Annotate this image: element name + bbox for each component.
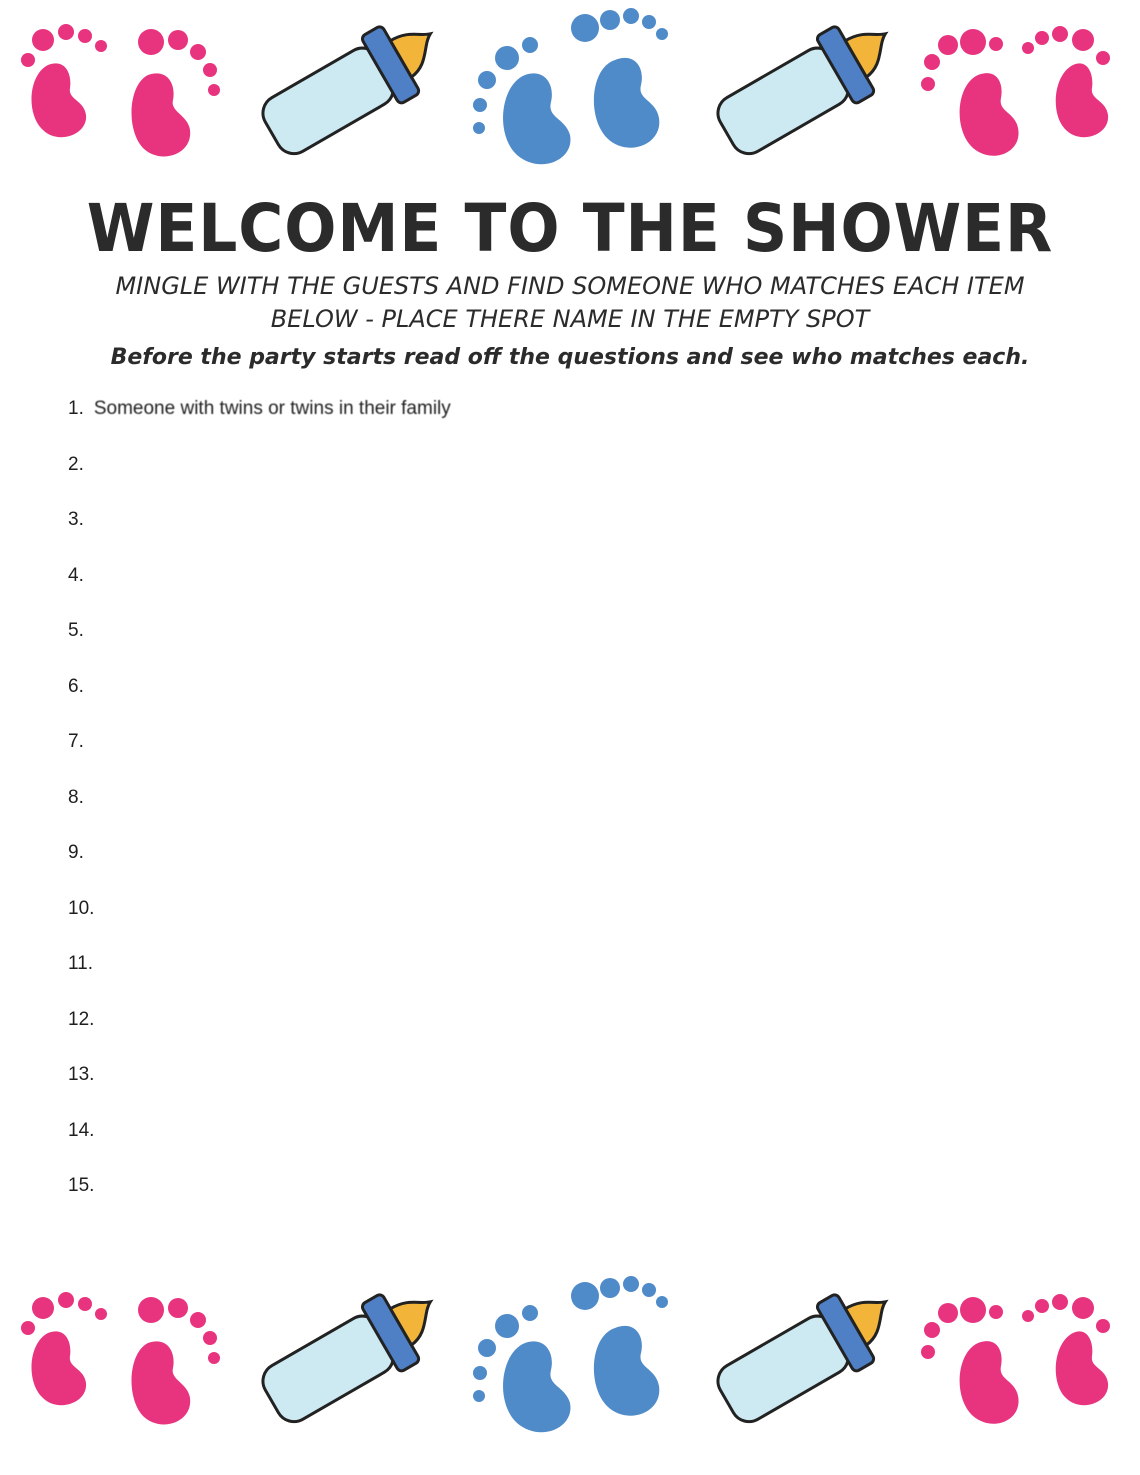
item-number: 11.	[68, 953, 94, 974]
bottom-border	[0, 1268, 1140, 1468]
item-number: 1.	[68, 398, 84, 419]
item-number: 13.	[68, 1064, 95, 1085]
blue-feet-icon	[465, 0, 680, 190]
item-number: 6.	[68, 675, 84, 697]
list-item	[68, 1175, 988, 1231]
page-title: WELCOME TO THE SHOWER	[86, 190, 1054, 267]
pink-feet-icon	[8, 0, 223, 190]
item-number: 12.	[68, 1008, 95, 1030]
baby-bottle-icon	[235, 1268, 455, 1443]
blue-feet-icon	[465, 1268, 680, 1458]
item-number: 7.	[68, 731, 84, 752]
instruction: Before the party starts read off the questions and see who matches each.	[110, 345, 1030, 370]
item-number: 8.	[68, 786, 84, 808]
list-item	[68, 620, 988, 676]
item-number: 5.	[68, 620, 84, 641]
top-border	[0, 0, 1140, 200]
list-item	[68, 731, 988, 787]
list-item	[68, 676, 988, 732]
baby-bottle-icon	[690, 0, 910, 175]
pink-feet-icon	[8, 1268, 223, 1458]
list-item	[68, 1120, 988, 1176]
list-item	[68, 898, 988, 954]
item-number: 9.	[68, 842, 84, 863]
list-item	[68, 398, 988, 454]
subtitle-line-2: BELOW - PLACE THERE NAME IN THE EMPTY SPOT	[270, 305, 870, 333]
list-item	[68, 953, 988, 1009]
baby-bottle-icon	[690, 1268, 910, 1443]
pink-feet-icon	[918, 1268, 1133, 1458]
item-number: 10.	[68, 897, 95, 919]
item-number: 15.	[68, 1175, 95, 1196]
list-item	[68, 1009, 988, 1065]
item-number: 4.	[68, 564, 84, 586]
item-list	[68, 398, 988, 1231]
subtitle	[60, 270, 1080, 336]
list-item	[68, 509, 988, 565]
list-item	[68, 454, 988, 510]
list-item	[68, 1064, 988, 1120]
pink-feet-icon	[918, 0, 1133, 190]
item-number: 3.	[68, 509, 84, 530]
item-number: 14.	[68, 1119, 95, 1141]
subtitle-line-1: MINGLE WITH THE GUESTS AND FIND SOMEONE WHO MATCHES EACH ITEM	[115, 272, 1025, 300]
list-item	[68, 565, 988, 621]
list-item	[68, 787, 988, 843]
baby-bottle-icon	[235, 0, 455, 175]
list-item	[68, 842, 988, 898]
item-text: Someone with twins or twins in their family	[93, 398, 451, 419]
item-number: 2.	[68, 453, 84, 475]
